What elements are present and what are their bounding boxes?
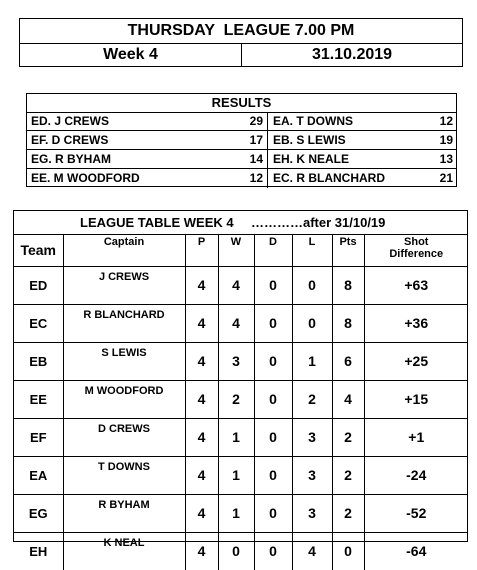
won-cell: 2 xyxy=(218,380,254,418)
drawn-cell: 0 xyxy=(254,456,292,494)
page-title: THURSDAY LEAGUE 7.00 PM xyxy=(20,19,462,44)
captain-cell: J CREWS xyxy=(63,266,185,304)
table-row xyxy=(14,380,468,418)
lost-cell: 0 xyxy=(292,266,332,304)
captain-cell: K NEAL xyxy=(63,532,185,570)
results-title: RESULTS xyxy=(27,94,456,113)
drawn-cell: 0 xyxy=(254,266,292,304)
points-cell: 0 xyxy=(332,532,364,570)
points-cell: 6 xyxy=(332,342,364,380)
captain-cell: S LEWIS xyxy=(63,342,185,380)
shot-difference-cell: -24 xyxy=(364,456,468,494)
team-cell: EE xyxy=(14,380,63,418)
won-cell: 0 xyxy=(218,532,254,570)
played-cell: 4 xyxy=(185,304,218,342)
header-shot: Shot xyxy=(404,236,429,248)
lost-cell: 3 xyxy=(292,494,332,532)
result-row xyxy=(27,131,456,150)
captain-cell: M WOODFORD xyxy=(63,380,185,418)
lost-cell: 1 xyxy=(292,342,332,380)
home-team: EE. M WOODFORD xyxy=(31,171,140,185)
header-shot-difference xyxy=(364,234,468,266)
played-cell: 4 xyxy=(185,266,218,304)
won-cell: 1 xyxy=(218,456,254,494)
result-divider xyxy=(267,131,268,149)
away-team: EA. T DOWNS xyxy=(273,114,353,128)
team-cell: EF xyxy=(14,418,63,456)
team-cell: EB xyxy=(14,342,63,380)
points-cell: 2 xyxy=(332,456,364,494)
league-table xyxy=(13,210,468,559)
header-team: Team xyxy=(14,234,63,266)
table-row xyxy=(14,532,468,570)
away-team: EH. K NEALE xyxy=(273,152,350,166)
standings-body xyxy=(14,266,468,570)
won-cell: 1 xyxy=(218,494,254,532)
home-team: ED. J CREWS xyxy=(31,114,110,128)
points-cell: 8 xyxy=(332,266,364,304)
header-lost: L xyxy=(292,234,332,266)
home-score: 17 xyxy=(249,133,263,147)
results-table xyxy=(26,93,457,187)
result-row xyxy=(27,150,456,169)
home-score: 29 xyxy=(249,114,263,128)
played-cell: 4 xyxy=(185,342,218,380)
team-cell: EH xyxy=(14,532,63,570)
shot-difference-cell: +1 xyxy=(364,418,468,456)
captain-cell: R BYHAM xyxy=(63,494,185,532)
league-header xyxy=(19,18,463,67)
header-drawn: D xyxy=(254,234,292,266)
points-cell: 2 xyxy=(332,418,364,456)
result-row xyxy=(27,112,456,131)
points-cell: 2 xyxy=(332,494,364,532)
away-score: 19 xyxy=(439,133,453,147)
away-score: 12 xyxy=(439,114,453,128)
shot-difference-cell: +15 xyxy=(364,380,468,418)
won-cell: 1 xyxy=(218,418,254,456)
league-subtitle: …………after 31/10/19 xyxy=(251,215,386,230)
header-difference: Difference xyxy=(389,248,444,260)
shot-difference-cell: +25 xyxy=(364,342,468,380)
home-team: EG. R BYHAM xyxy=(31,152,112,166)
league-title: LEAGUE TABLE WEEK 4 xyxy=(80,215,234,230)
week-date-row xyxy=(20,43,462,67)
played-cell: 4 xyxy=(185,418,218,456)
lost-cell: 0 xyxy=(292,304,332,342)
points-cell: 8 xyxy=(332,304,364,342)
played-cell: 4 xyxy=(185,532,218,570)
shot-difference-cell: +36 xyxy=(364,304,468,342)
header-played: P xyxy=(185,234,218,266)
drawn-cell: 0 xyxy=(254,380,292,418)
drawn-cell: 0 xyxy=(254,304,292,342)
drawn-cell: 0 xyxy=(254,532,292,570)
table-row xyxy=(14,304,468,342)
result-divider xyxy=(267,112,268,130)
table-row xyxy=(14,456,468,494)
shot-difference-cell: -64 xyxy=(364,532,468,570)
drawn-cell: 0 xyxy=(254,418,292,456)
home-score: 14 xyxy=(249,152,263,166)
shot-difference-cell: +63 xyxy=(364,266,468,304)
points-cell: 4 xyxy=(332,380,364,418)
lost-cell: 4 xyxy=(292,532,332,570)
team-cell: EG xyxy=(14,494,63,532)
table-row xyxy=(14,342,468,380)
captain-cell: T DOWNS xyxy=(63,456,185,494)
shot-difference-cell: -52 xyxy=(364,494,468,532)
played-cell: 4 xyxy=(185,380,218,418)
date-label: 31.10.2019 xyxy=(311,46,393,63)
home-score: 12 xyxy=(249,171,263,185)
played-cell: 4 xyxy=(185,494,218,532)
result-divider xyxy=(267,169,268,188)
result-divider xyxy=(267,150,268,168)
won-cell: 3 xyxy=(218,342,254,380)
captain-cell: R BLANCHARD xyxy=(63,304,185,342)
won-cell: 4 xyxy=(218,304,254,342)
league-title-row xyxy=(14,211,467,235)
table-row xyxy=(14,418,468,456)
header-captain: Captain xyxy=(63,234,185,266)
header-won: W xyxy=(218,234,254,266)
header-points: Pts xyxy=(332,234,364,266)
captain-cell: D CREWS xyxy=(63,418,185,456)
standings-header-row xyxy=(14,234,468,266)
away-team: EC. R BLANCHARD xyxy=(273,171,385,185)
week-label: Week 4 xyxy=(20,43,242,67)
away-team: EB. S LEWIS xyxy=(273,133,346,147)
lost-cell: 3 xyxy=(292,456,332,494)
away-score: 13 xyxy=(439,152,453,166)
team-cell: EC xyxy=(14,304,63,342)
drawn-cell: 0 xyxy=(254,494,292,532)
team-cell: ED xyxy=(14,266,63,304)
drawn-cell: 0 xyxy=(254,342,292,380)
result-row xyxy=(27,169,456,188)
away-score: 21 xyxy=(439,171,453,185)
lost-cell: 2 xyxy=(292,380,332,418)
played-cell: 4 xyxy=(185,456,218,494)
team-cell: EA xyxy=(14,456,63,494)
table-row xyxy=(14,494,468,532)
lost-cell: 3 xyxy=(292,418,332,456)
standings-table xyxy=(14,234,468,570)
table-row xyxy=(14,266,468,304)
won-cell: 4 xyxy=(218,266,254,304)
home-team: EF. D CREWS xyxy=(31,133,109,147)
